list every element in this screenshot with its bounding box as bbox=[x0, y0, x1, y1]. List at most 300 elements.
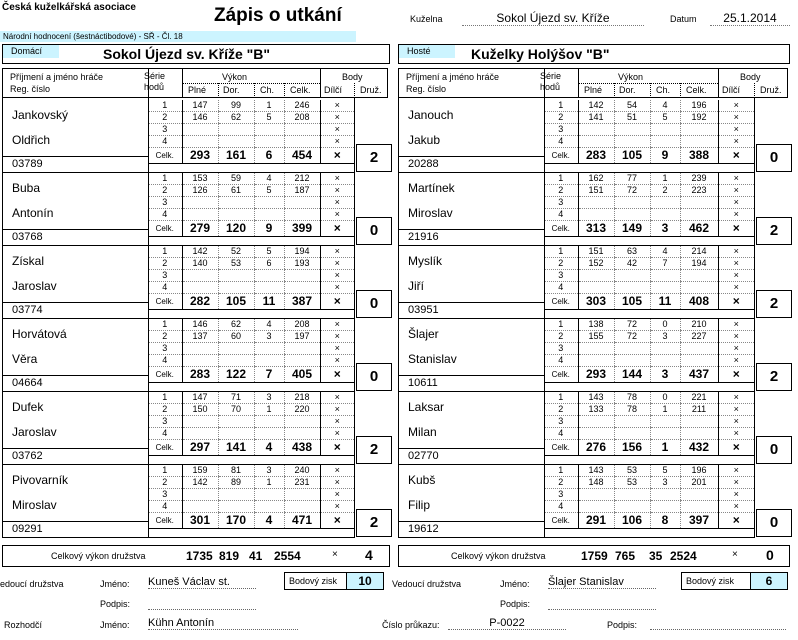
home-player-reg: 03768 bbox=[12, 231, 43, 243]
home-player-total-value: 283 bbox=[182, 367, 218, 383]
guest-series-value: 5 bbox=[650, 112, 680, 124]
home-points-gain-box bbox=[284, 572, 384, 590]
guest-partial-x: × bbox=[718, 124, 754, 136]
home-partial-x: × bbox=[320, 513, 354, 529]
guest-series-number: 2 bbox=[544, 477, 578, 489]
guest-player-firstname: Jakub bbox=[408, 133, 441, 147]
guest-partial-x: × bbox=[718, 331, 754, 343]
guest-hdr-perf: Výkon bbox=[618, 72, 644, 82]
guest-series-number: 1 bbox=[544, 465, 578, 477]
guest-partial-x: × bbox=[718, 173, 754, 185]
home-player-team-points: 0 bbox=[356, 363, 392, 391]
guest-series-border bbox=[544, 98, 545, 538]
guest-player-line bbox=[398, 521, 544, 522]
home-partial-x: × bbox=[320, 343, 354, 355]
guest-series-value: 78 bbox=[614, 392, 650, 404]
guest-series-value bbox=[680, 355, 718, 367]
home-hdr-perf: Výkon bbox=[222, 72, 248, 82]
home-hdr-series2: hodů bbox=[144, 82, 165, 92]
guest-series-value bbox=[614, 355, 650, 367]
guest-player-line bbox=[398, 229, 544, 230]
home-series-number: 3 bbox=[148, 124, 182, 136]
guest-leader-label: Vedoucí družstva bbox=[392, 579, 462, 589]
guest-total-label: Celk. bbox=[544, 367, 578, 383]
guest-hdr-points: Body bbox=[740, 72, 761, 82]
home-partial-x: × bbox=[320, 124, 354, 136]
guest-hdr-total: Celk. bbox=[686, 85, 707, 95]
guest-partial-x: × bbox=[718, 319, 754, 331]
home-player-total-value: 387 bbox=[284, 294, 320, 310]
home-partial-x: × bbox=[320, 294, 354, 310]
home-score-table bbox=[148, 246, 354, 310]
home-partial-x: × bbox=[320, 489, 354, 501]
home-series-value: 99 bbox=[218, 100, 254, 112]
home-player-firstname: Jaroslav bbox=[12, 279, 57, 293]
home-hdr-total: Celk. bbox=[290, 85, 311, 95]
home-player-firstname: Jaroslav bbox=[12, 425, 57, 439]
home-player-total-value: 170 bbox=[218, 513, 254, 529]
home-series-value: 150 bbox=[182, 404, 218, 416]
home-leader-name-label: Jméno: bbox=[100, 579, 130, 589]
home-hdr-vline-sub bbox=[354, 83, 355, 98]
home-total-row bbox=[2, 545, 390, 567]
competition-subtitle bbox=[0, 31, 356, 42]
home-score-table bbox=[148, 392, 354, 456]
guest-series-value: 162 bbox=[578, 173, 614, 185]
guest-player-reg: 19612 bbox=[408, 523, 439, 535]
guest-total-miss: 35 bbox=[649, 549, 663, 563]
guest-player-surname: Kubš bbox=[408, 473, 436, 487]
home-player-total-value: 105 bbox=[218, 294, 254, 310]
guest-series-value bbox=[680, 197, 718, 209]
guest-score-table bbox=[544, 100, 754, 164]
home-partial-x: × bbox=[320, 501, 354, 513]
guest-series-value: 4 bbox=[650, 100, 680, 112]
home-series-value bbox=[254, 428, 284, 440]
guest-series-value bbox=[650, 428, 680, 440]
home-series-value: 137 bbox=[182, 331, 218, 343]
home-player-reg: 03789 bbox=[12, 158, 43, 170]
guest-series-value bbox=[614, 136, 650, 148]
home-hdr-vline-sub bbox=[218, 83, 219, 98]
guest-player-total-value: 313 bbox=[578, 221, 614, 237]
guest-player-line bbox=[398, 156, 544, 157]
guest-points-border bbox=[754, 98, 755, 538]
guest-partial-x: × bbox=[718, 100, 754, 112]
guest-series-value bbox=[650, 136, 680, 148]
home-player-firstname: Věra bbox=[12, 352, 38, 366]
home-hdr-vline bbox=[148, 68, 149, 98]
guest-series-value bbox=[578, 355, 614, 367]
guest-partial-x: × bbox=[718, 428, 754, 440]
guest-series-value bbox=[614, 416, 650, 428]
home-player-line bbox=[2, 521, 148, 522]
guest-partial-x: × bbox=[718, 282, 754, 294]
guest-player-reg: 02770 bbox=[408, 450, 439, 462]
guest-series-number: 1 bbox=[544, 173, 578, 185]
home-series-value bbox=[218, 489, 254, 501]
home-partial-x: × bbox=[320, 148, 354, 164]
guest-score-table bbox=[544, 246, 754, 310]
home-series-value: 52 bbox=[218, 246, 254, 258]
home-hdr-vline-sub bbox=[254, 83, 255, 98]
home-player-total-value: 454 bbox=[284, 148, 320, 164]
home-series-value: 81 bbox=[218, 465, 254, 477]
guest-player-total-value: 276 bbox=[578, 440, 614, 456]
home-series-value bbox=[182, 489, 218, 501]
guest-partial-x: × bbox=[718, 136, 754, 148]
guest-series-value: 72 bbox=[614, 319, 650, 331]
home-partial-x: × bbox=[320, 100, 354, 112]
guest-series-number: 4 bbox=[544, 136, 578, 148]
home-series-number: 4 bbox=[148, 428, 182, 440]
home-sign-label: Podpis: bbox=[100, 599, 131, 609]
guest-series-value bbox=[650, 489, 680, 501]
guest-player-total-value: 106 bbox=[614, 513, 650, 529]
home-player-total-value: 471 bbox=[284, 513, 320, 529]
document-title: Zápis o utkání bbox=[214, 5, 342, 26]
home-series-value: 142 bbox=[182, 477, 218, 489]
home-partial-x: × bbox=[320, 465, 354, 477]
home-hdr-series: Série bbox=[144, 71, 166, 81]
guest-series-value: 53 bbox=[614, 477, 650, 489]
guest-player-reg: 20288 bbox=[408, 158, 439, 170]
guest-partial-x: × bbox=[718, 477, 754, 489]
guest-series-number: 2 bbox=[544, 258, 578, 270]
guest-player-total-value: 388 bbox=[680, 148, 718, 164]
guest-player-reg: 10611 bbox=[408, 377, 438, 389]
home-series-value: 4 bbox=[254, 319, 284, 331]
guest-partial-x: × bbox=[718, 185, 754, 197]
home-points-border bbox=[354, 98, 355, 538]
home-total-label: Celkový výkon družstva bbox=[51, 551, 146, 561]
guest-series-value: 192 bbox=[680, 112, 718, 124]
home-player-reg: 03762 bbox=[12, 450, 43, 462]
home-series-value bbox=[218, 282, 254, 294]
home-series-value: 3 bbox=[254, 331, 284, 343]
guest-series-number: 1 bbox=[544, 392, 578, 404]
guest-player-total-value: 156 bbox=[614, 440, 650, 456]
guest-hdr-miss: Ch. bbox=[656, 85, 671, 95]
home-series-value: 62 bbox=[218, 319, 254, 331]
home-series-value: 142 bbox=[182, 246, 218, 258]
guest-series-value bbox=[614, 489, 650, 501]
home-series-value: 5 bbox=[254, 246, 284, 258]
home-series-value: 208 bbox=[284, 319, 320, 331]
home-series-value: 212 bbox=[284, 173, 320, 185]
home-hdr-name: Příjmení a jméno hráče bbox=[10, 72, 104, 82]
home-series-value: 147 bbox=[182, 100, 218, 112]
referee-sign-line[interactable] bbox=[650, 617, 786, 630]
guest-series-value: 210 bbox=[680, 319, 718, 331]
home-series-number: 1 bbox=[148, 246, 182, 258]
guest-series-number: 2 bbox=[544, 112, 578, 124]
home-series-value: 153 bbox=[182, 173, 218, 185]
referee-sign-label: Podpis: bbox=[607, 620, 638, 630]
guest-total-full: 1759 bbox=[581, 549, 608, 563]
guest-hdr-vline bbox=[544, 68, 545, 98]
guest-series-value bbox=[650, 355, 680, 367]
home-hdr-miss: Ch. bbox=[260, 85, 275, 95]
home-hdr-team: Druž. bbox=[360, 85, 382, 95]
home-series-value: 1 bbox=[254, 404, 284, 416]
guest-series-value: 141 bbox=[578, 112, 614, 124]
home-series-value: 3 bbox=[254, 465, 284, 477]
guest-series-number: 1 bbox=[544, 246, 578, 258]
guest-player-total-value: 105 bbox=[614, 294, 650, 310]
guest-player-team-points: 0 bbox=[756, 509, 792, 537]
home-hdr-vline-sub bbox=[284, 83, 285, 98]
home-series-value bbox=[284, 136, 320, 148]
home-partial-x: × bbox=[320, 173, 354, 185]
home-player-total-value: 141 bbox=[218, 440, 254, 456]
guest-partial-x: × bbox=[718, 112, 754, 124]
home-player-total-value: 293 bbox=[182, 148, 218, 164]
guest-series-number: 1 bbox=[544, 100, 578, 112]
home-series-number: 2 bbox=[148, 112, 182, 124]
guest-sign-label: Podpis: bbox=[500, 599, 531, 609]
guest-series-value: 7 bbox=[650, 258, 680, 270]
home-series-value: 147 bbox=[182, 392, 218, 404]
home-series-value bbox=[182, 355, 218, 367]
guest-player-firstname: Filip bbox=[408, 498, 431, 512]
guest-series-value: 1 bbox=[650, 173, 680, 185]
home-player-total-value: 279 bbox=[182, 221, 218, 237]
guest-series-value bbox=[650, 270, 680, 282]
guest-series-value: 72 bbox=[614, 185, 650, 197]
referee-name-label: Jméno: bbox=[100, 620, 130, 630]
home-series-value bbox=[182, 501, 218, 513]
home-series-number: 1 bbox=[148, 319, 182, 331]
home-total-clear: 819 bbox=[219, 549, 240, 563]
guest-series-value: 211 bbox=[680, 404, 718, 416]
guest-series-number: 3 bbox=[544, 416, 578, 428]
home-series-value bbox=[218, 124, 254, 136]
home-total-label: Celk. bbox=[148, 440, 182, 456]
guest-series-value: 151 bbox=[578, 246, 614, 258]
home-series-value: 218 bbox=[284, 392, 320, 404]
home-player-line bbox=[2, 156, 148, 157]
home-left-border bbox=[2, 98, 3, 538]
guest-partial-x: × bbox=[718, 270, 754, 282]
guest-hdr-name: Příjmení a jméno hráče bbox=[406, 72, 500, 82]
home-series-value bbox=[284, 209, 320, 221]
home-series-value bbox=[182, 209, 218, 221]
guest-series-value: 72 bbox=[614, 331, 650, 343]
guest-team-bar bbox=[398, 44, 790, 64]
home-series-value: 6 bbox=[254, 258, 284, 270]
home-partial-x: × bbox=[320, 185, 354, 197]
home-partial-x: × bbox=[320, 355, 354, 367]
guest-series-value: 227 bbox=[680, 331, 718, 343]
guest-player-firstname: Miroslav bbox=[408, 206, 453, 220]
guest-total-sum: 2524 bbox=[670, 549, 697, 563]
guest-series-value: 5 bbox=[650, 465, 680, 477]
guest-series-value bbox=[614, 209, 650, 221]
home-series-number: 4 bbox=[148, 209, 182, 221]
home-series-value bbox=[254, 124, 284, 136]
guest-score-table bbox=[544, 173, 754, 237]
guest-series-value bbox=[578, 428, 614, 440]
home-partial-x: × bbox=[320, 319, 354, 331]
guest-partial-x: × bbox=[718, 392, 754, 404]
home-partial-x: × bbox=[320, 221, 354, 237]
home-player-team-points: 0 bbox=[356, 290, 392, 318]
home-player-reg: 09291 bbox=[12, 523, 43, 535]
home-total-label: Celk. bbox=[148, 513, 182, 529]
guest-partial-x: × bbox=[718, 258, 754, 270]
home-player-team-points: 2 bbox=[356, 436, 392, 464]
guest-player-reg: 03951 bbox=[408, 304, 439, 316]
home-series-value bbox=[218, 270, 254, 282]
home-total-x: × bbox=[332, 549, 338, 560]
home-series-value: 126 bbox=[182, 185, 218, 197]
guest-series-value bbox=[614, 428, 650, 440]
guest-total-label: Celk. bbox=[544, 221, 578, 237]
home-leader-label: edoucí družstva bbox=[0, 579, 64, 589]
guest-player-firstname: Stanislav bbox=[408, 352, 457, 366]
home-player-team-points: 0 bbox=[356, 217, 392, 245]
guest-series-value bbox=[650, 209, 680, 221]
guest-player-total-value: 3 bbox=[650, 367, 680, 383]
guest-series-value: 3 bbox=[650, 477, 680, 489]
home-series-number: 3 bbox=[148, 270, 182, 282]
guest-series-value bbox=[680, 489, 718, 501]
home-series-number: 3 bbox=[148, 489, 182, 501]
guest-player-total-value: 432 bbox=[680, 440, 718, 456]
home-series-value bbox=[218, 136, 254, 148]
home-series-value bbox=[284, 501, 320, 513]
home-player-line bbox=[2, 448, 148, 449]
guest-total-row bbox=[398, 545, 790, 567]
guest-hdr-team: Druž. bbox=[760, 85, 782, 95]
home-series-value bbox=[182, 416, 218, 428]
guest-player-bottom bbox=[398, 537, 754, 538]
home-series-number: 4 bbox=[148, 282, 182, 294]
guest-series-value bbox=[680, 282, 718, 294]
guest-series-value: 0 bbox=[650, 319, 680, 331]
guest-series-value bbox=[650, 343, 680, 355]
home-series-value bbox=[218, 355, 254, 367]
home-series-number: 2 bbox=[148, 258, 182, 270]
guest-player-line bbox=[398, 302, 544, 303]
guest-player-team-points: 0 bbox=[756, 144, 792, 172]
guest-series-number: 2 bbox=[544, 331, 578, 343]
home-player-total-value: 405 bbox=[284, 367, 320, 383]
home-sign-line[interactable] bbox=[148, 597, 256, 610]
referee-card-label: Číslo průkazu: bbox=[382, 620, 440, 630]
guest-hdr-vline-sub bbox=[614, 83, 615, 98]
home-player-team-points: 2 bbox=[356, 509, 392, 537]
home-partial-x: × bbox=[320, 258, 354, 270]
guest-player-surname: Laksar bbox=[408, 400, 445, 414]
home-series-value: 197 bbox=[284, 331, 320, 343]
home-series-value bbox=[218, 501, 254, 513]
home-score-table bbox=[148, 465, 354, 529]
home-series-number: 3 bbox=[148, 416, 182, 428]
guest-series-value bbox=[578, 501, 614, 513]
referee-name: Kühn Antonín bbox=[148, 617, 298, 630]
home-series-value bbox=[182, 428, 218, 440]
referee-label: Rozhodčí bbox=[4, 620, 43, 630]
home-series-value: 53 bbox=[218, 258, 254, 270]
guest-series-value bbox=[680, 209, 718, 221]
guest-leader-name-label: Jméno: bbox=[500, 579, 530, 589]
home-player-total-value: 282 bbox=[182, 294, 218, 310]
guest-series-value: 53 bbox=[614, 465, 650, 477]
guest-series-value: 133 bbox=[578, 404, 614, 416]
home-total-label: Celk. bbox=[148, 367, 182, 383]
home-series-value: 220 bbox=[284, 404, 320, 416]
home-series-value: 187 bbox=[284, 185, 320, 197]
home-series-value: 1 bbox=[254, 477, 284, 489]
home-player-total-value: 161 bbox=[218, 148, 254, 164]
guest-series-value: 0 bbox=[650, 392, 680, 404]
home-series-value: 1 bbox=[254, 100, 284, 112]
home-series-number: 1 bbox=[148, 392, 182, 404]
guest-hdr-reg: Reg. číslo bbox=[406, 84, 447, 94]
guest-partial-x: × bbox=[718, 343, 754, 355]
home-partial-x: × bbox=[320, 440, 354, 456]
home-player-surname: Dufek bbox=[12, 400, 44, 414]
home-series-value bbox=[284, 270, 320, 282]
guest-series-value bbox=[680, 124, 718, 136]
home-series-number: 1 bbox=[148, 465, 182, 477]
home-series-value: 193 bbox=[284, 258, 320, 270]
home-series-value: 208 bbox=[284, 112, 320, 124]
guest-series-value bbox=[614, 343, 650, 355]
home-team-name: Sokol Újezd sv. Kříže "B" bbox=[103, 46, 271, 62]
guest-sign-line[interactable] bbox=[548, 597, 656, 610]
home-series-value: 4 bbox=[254, 173, 284, 185]
home-player-total-value: 6 bbox=[254, 148, 284, 164]
guest-player-total-value: 8 bbox=[650, 513, 680, 529]
home-partial-x: × bbox=[320, 428, 354, 440]
guest-series-value: 201 bbox=[680, 477, 718, 489]
guest-hdr-full: Plné bbox=[584, 85, 603, 95]
guest-series-value bbox=[650, 501, 680, 513]
guest-series-value: 196 bbox=[680, 465, 718, 477]
guest-partial-x: × bbox=[718, 209, 754, 221]
guest-series-value: 142 bbox=[578, 100, 614, 112]
home-partial-x: × bbox=[320, 136, 354, 148]
home-series-value: 62 bbox=[218, 112, 254, 124]
guest-total-label: Celkový výkon družstva bbox=[451, 551, 546, 561]
home-series-number: 3 bbox=[148, 197, 182, 209]
guest-series-value bbox=[680, 501, 718, 513]
guest-partial-x: × bbox=[718, 221, 754, 237]
guest-hdr-vline-sub bbox=[680, 83, 681, 98]
home-player-total-value: 120 bbox=[218, 221, 254, 237]
guest-series-value: 54 bbox=[614, 100, 650, 112]
guest-series-value bbox=[680, 270, 718, 282]
guest-series-value bbox=[614, 124, 650, 136]
guest-points-gain-value: 6 bbox=[750, 573, 787, 589]
home-series-number: 2 bbox=[148, 404, 182, 416]
home-player-total-value: 399 bbox=[284, 221, 320, 237]
home-player-surname: Buba bbox=[12, 181, 41, 195]
home-series-value bbox=[218, 343, 254, 355]
home-total-miss: 41 bbox=[249, 549, 263, 563]
home-series-value bbox=[254, 197, 284, 209]
guest-series-value: 152 bbox=[578, 258, 614, 270]
guest-team-name: Kuželky Holýšov "B" bbox=[471, 46, 610, 62]
guest-partial-x: × bbox=[718, 404, 754, 416]
guest-total-x: × bbox=[732, 549, 738, 560]
guest-series-value: 4 bbox=[650, 246, 680, 258]
guest-series-number: 4 bbox=[544, 282, 578, 294]
guest-points-gain-box bbox=[681, 572, 788, 590]
